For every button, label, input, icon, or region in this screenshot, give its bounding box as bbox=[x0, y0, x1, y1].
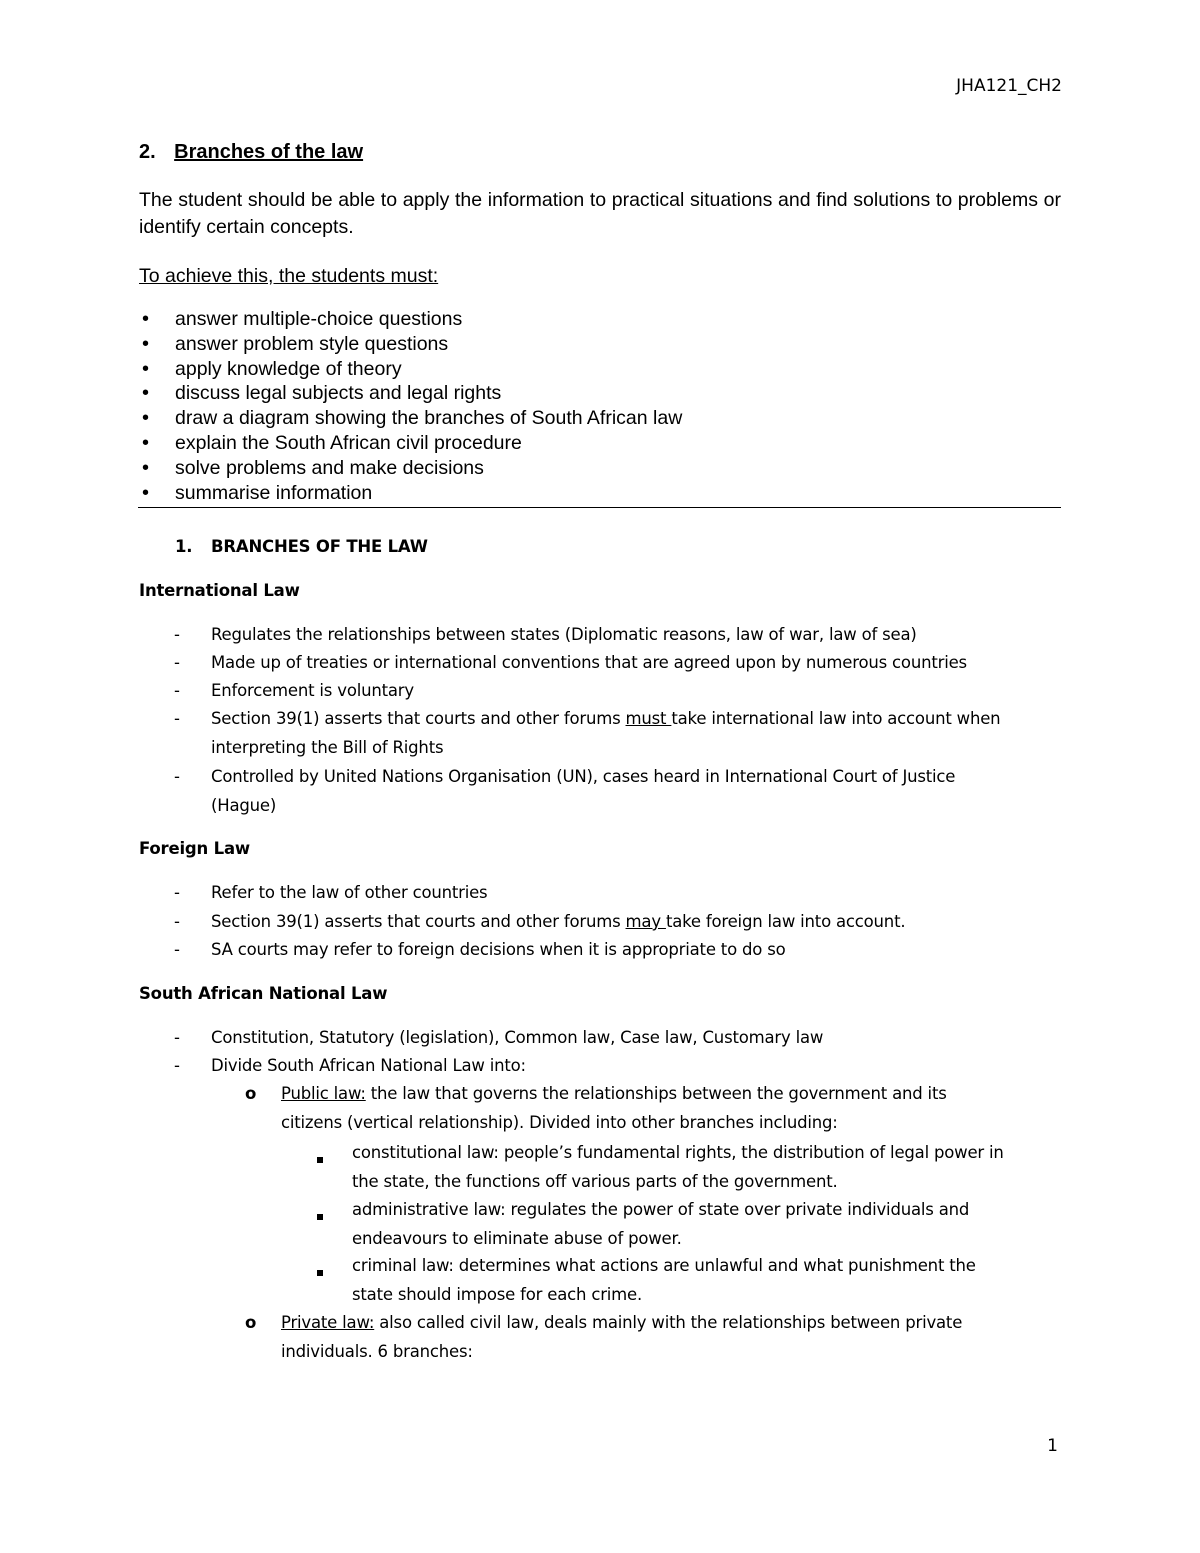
square-bullet-icon bbox=[317, 1263, 323, 1281]
goal-text: summarise information bbox=[175, 482, 373, 504]
goal-text: solve problems and make decisions bbox=[175, 457, 484, 479]
private-law-line-2: individuals. 6 branches: bbox=[281, 1342, 473, 1361]
international-item-4 bbox=[211, 709, 1000, 728]
list-item bbox=[142, 333, 449, 356]
main-heading-number: 1. bbox=[175, 537, 193, 556]
foreign-item-2-post: take foreign law into account. bbox=[665, 912, 906, 931]
sub-item-administrative: administrative law: regulates the power of state over private individuals and bbox=[352, 1200, 970, 1219]
international-item-5: Controlled by United Nations Organisation (UN), cases heard in International Court of Justice bbox=[211, 767, 956, 786]
sub-item-constitutional: constitutional law: people’s fundamental rights, the distribution of legal power in bbox=[352, 1143, 1004, 1162]
dash-icon: - bbox=[174, 940, 180, 959]
goal-text: explain the South African civil procedure bbox=[175, 432, 522, 454]
sub-item-administrative-line2: endeavours to eliminate abuse of power. bbox=[352, 1229, 682, 1248]
list-item bbox=[142, 308, 463, 331]
dash-icon: - bbox=[174, 883, 180, 902]
international-item-2: Made up of treaties or international conventions that are agreed upon by numerous countries bbox=[211, 653, 967, 672]
list-item bbox=[142, 358, 402, 381]
foreign-item-1: Refer to the law of other countries bbox=[211, 883, 488, 902]
national-item-1: Constitution, Statutory (legislation), Common law, Case law, Customary law bbox=[211, 1028, 824, 1047]
dash-icon: - bbox=[174, 1056, 180, 1075]
dash-icon: - bbox=[174, 767, 180, 786]
goal-text: answer problem style questions bbox=[175, 333, 449, 355]
goal-text: apply knowledge of theory bbox=[175, 358, 402, 380]
bullet-icon: • bbox=[142, 308, 150, 330]
list-item bbox=[142, 407, 683, 430]
list-item bbox=[142, 432, 522, 455]
international-item-4-line2: interpreting the Bill of Rights bbox=[211, 738, 444, 757]
sub-item-constitutional-line2: the state, the functions off various parts of the government. bbox=[352, 1172, 838, 1191]
bullet-icon: • bbox=[142, 482, 150, 504]
sub-item-criminal-line2: state should impose for each crime. bbox=[352, 1285, 643, 1304]
national-item-2: Divide South African National Law into: bbox=[211, 1056, 526, 1075]
international-item-4-emphasis: must bbox=[625, 709, 672, 728]
bullet-icon: • bbox=[142, 407, 150, 429]
goal-text: draw a diagram showing the branches of South African law bbox=[175, 407, 683, 429]
dash-icon: - bbox=[174, 1028, 180, 1047]
private-law-text: also called civil law, deals mainly with the relationships between private bbox=[374, 1313, 963, 1332]
international-item-5-line2: (Hague) bbox=[211, 796, 277, 815]
goal-text: discuss legal subjects and legal rights bbox=[175, 382, 502, 404]
section-number: 2. bbox=[139, 141, 156, 163]
dash-icon: - bbox=[174, 653, 180, 672]
bullet-icon: • bbox=[142, 333, 150, 355]
public-law-label: Public law: bbox=[281, 1084, 366, 1103]
private-law-line-1 bbox=[281, 1313, 962, 1332]
list-item bbox=[142, 457, 484, 480]
international-item-3: Enforcement is voluntary bbox=[211, 681, 414, 700]
bullet-icon: • bbox=[142, 358, 150, 380]
bullet-icon: • bbox=[142, 457, 150, 479]
dash-icon: - bbox=[174, 625, 180, 644]
bullet-icon: • bbox=[142, 382, 150, 404]
intro-paragraph: The student should be able to apply the information to practical situations and find solutions to problems or identify certain concepts. bbox=[139, 189, 1061, 238]
foreign-heading: Foreign Law bbox=[139, 839, 250, 858]
foreign-item-3: SA courts may refer to foreign decisions when it is appropriate to do so bbox=[211, 940, 786, 959]
international-item-4-post: take international law into account when bbox=[671, 709, 1001, 728]
national-heading: South African National Law bbox=[139, 984, 388, 1003]
list-item bbox=[142, 382, 502, 405]
square-bullet-icon bbox=[317, 1207, 323, 1225]
foreign-item-2-pre: Section 39(1) asserts that courts and other forums bbox=[211, 912, 626, 931]
main-heading: BRANCHES OF THE LAW bbox=[211, 537, 428, 556]
dash-icon: - bbox=[174, 912, 180, 931]
foreign-item-2 bbox=[211, 912, 905, 931]
public-law-text: the law that governs the relationships between the government and its bbox=[365, 1084, 947, 1103]
list-item bbox=[142, 482, 373, 505]
public-law-line-2: citizens (vertical relationship). Divided into other branches including: bbox=[281, 1113, 838, 1132]
section-title-text: Branches of the law bbox=[174, 141, 364, 163]
goal-heading: To achieve this, the students must: bbox=[139, 265, 439, 287]
sub-item-criminal: criminal law: determines what actions are unlawful and what punishment the bbox=[352, 1256, 976, 1275]
circle-bullet-icon: o bbox=[245, 1313, 257, 1332]
circle-bullet-icon: o bbox=[245, 1084, 257, 1103]
dash-icon: - bbox=[174, 681, 180, 700]
foreign-item-2-emphasis: may bbox=[625, 912, 666, 931]
bullet-icon: • bbox=[142, 432, 150, 454]
section-title bbox=[139, 141, 363, 164]
header-doc-id: JHA121_CH2 bbox=[956, 76, 1062, 96]
goal-text: answer multiple-choice questions bbox=[175, 308, 463, 330]
horizontal-divider bbox=[138, 507, 1061, 508]
international-item-1: Regulates the relationships between states (Diplomatic reasons, law of war, law of sea) bbox=[211, 625, 917, 644]
page-number: 1 bbox=[1047, 1436, 1058, 1456]
dash-icon: - bbox=[174, 709, 180, 728]
public-law-line-1 bbox=[281, 1084, 947, 1103]
private-law-label: Private law: bbox=[281, 1313, 375, 1332]
international-item-4-pre: Section 39(1) asserts that courts and other forums bbox=[211, 709, 626, 728]
international-heading: International Law bbox=[139, 581, 300, 600]
square-bullet-icon bbox=[317, 1150, 323, 1168]
